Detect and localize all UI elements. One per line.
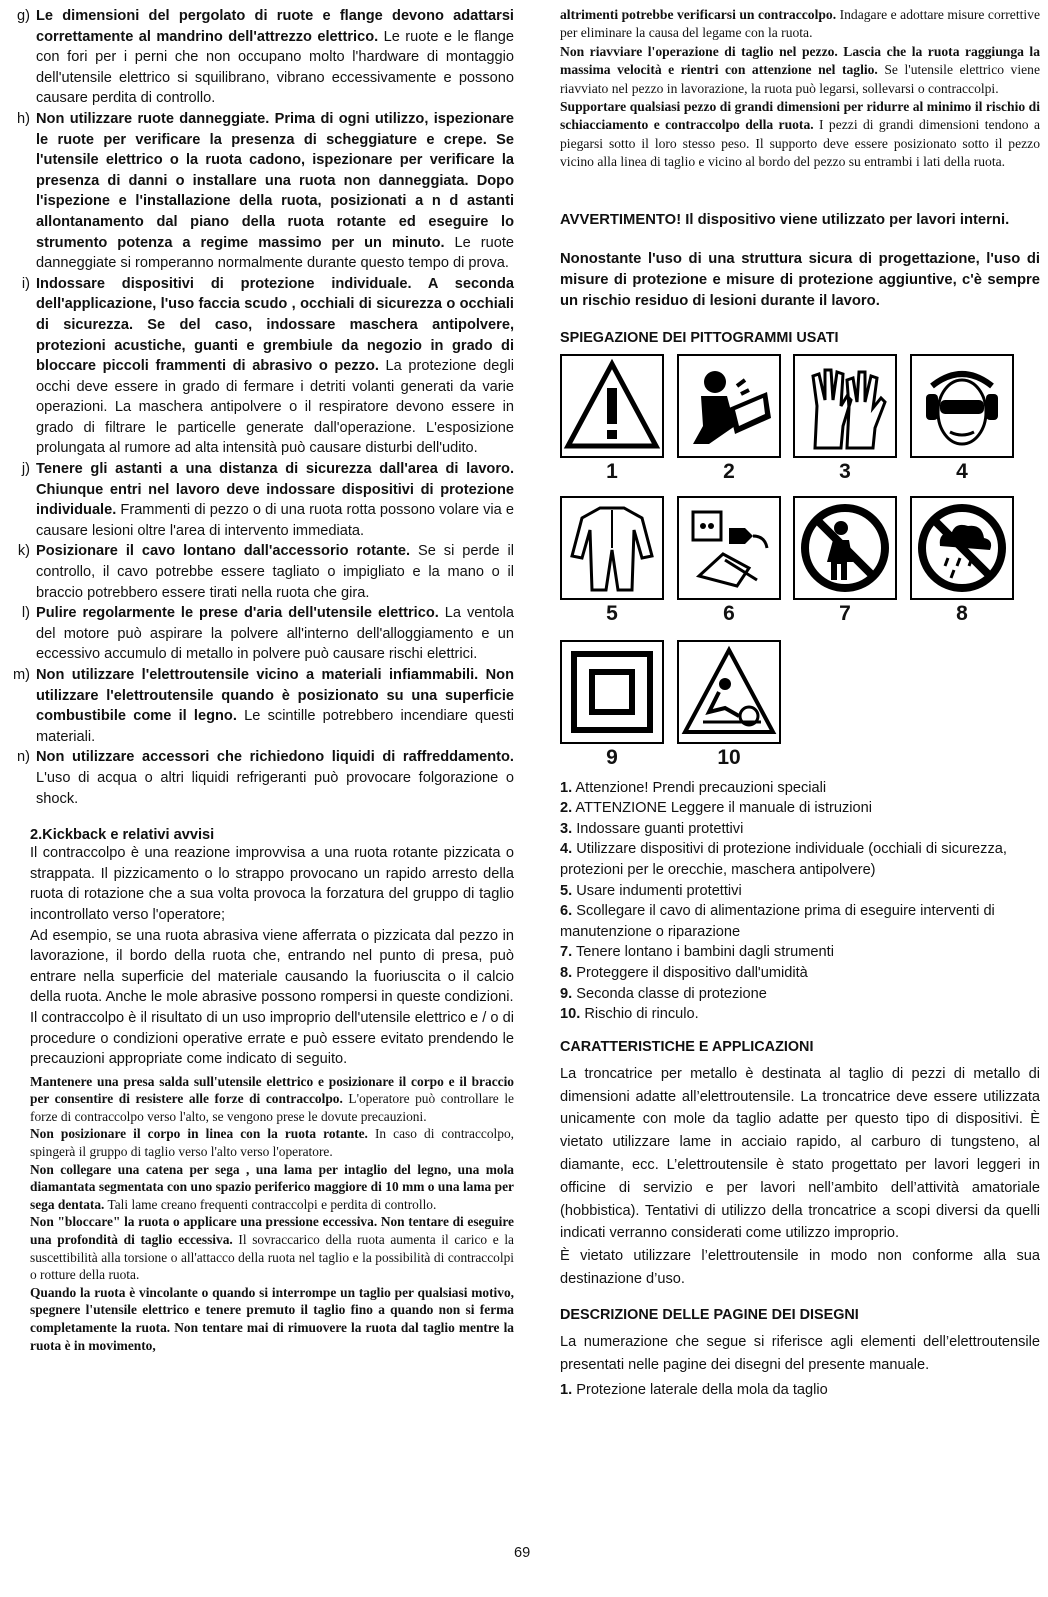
rule-normal: Indagare e adottare misure correttive per eliminare la causa del legame con la ruota.	[560, 7, 1040, 41]
rule-normal: Il sovraccarico della ruota aumenta il carico e la suscettibilità alla torsione o all'attacco della ruota nel taglio e la possibilità di contraccolpi o rotture della ruota.	[30, 1232, 514, 1283]
legend-item	[560, 881, 1040, 902]
item-text	[36, 6, 514, 109]
legend-number: 3.	[560, 820, 573, 837]
rule-bold: Supportare qualsiasi pezzo di grandi dimensioni per ridurre al minimo il rischio di schiacciamento e contraccolpo della ruota.	[560, 99, 1040, 133]
kickback-rule	[560, 6, 1040, 43]
pictogram-number-2: 2	[723, 459, 735, 483]
safety-item	[8, 6, 514, 109]
pictogram-7	[793, 496, 897, 600]
legend-text: Scollegare il cavo di alimentazione prima di eseguire interventi di manutenzione o riparazione	[560, 903, 995, 940]
item-text	[36, 109, 514, 274]
item-normal: Le ruote danneggiate si romperanno normalmente durante questo tempo di prova.	[36, 234, 515, 272]
item-normal: Frammenti di pezzo o di una ruota rotta possono volare via e causare lesioni oltre l'area di intervento immediata.	[36, 502, 514, 539]
item-normal: Se si perde il controllo, il cavo potrebbe essere tagliato o impigliato e la mano o il braccio potrebbero essere tirati nella ruota che gira.	[36, 543, 514, 601]
pictogram-number-9: 9	[606, 745, 618, 769]
legend-item	[560, 839, 1040, 880]
legend-number: 7.	[560, 944, 573, 961]
pictogram-number-8: 8	[956, 601, 968, 625]
rule-bold: altrimenti potrebbe verificarsi un contraccolpo.	[560, 7, 837, 22]
legend-item	[560, 819, 1040, 840]
kickback-rule	[30, 1284, 514, 1354]
legend-number: 2.	[560, 800, 573, 817]
item-bold: Non utilizzare l'elettroutensile vicino a materiali infiammabili. Non utilizzare l'elettroutensile quando è posizionato su una superficie combustibile come il legno.	[36, 667, 514, 725]
safety-items-list	[8, 6, 514, 809]
pictogram-number-5: 5	[606, 601, 618, 625]
drawings-description-text: La numerazione che segue si riferisce agli elementi dell’elettroutensile presentati nelle pagine dei disegni del presente manuale.	[560, 1333, 1040, 1373]
item-text	[36, 603, 514, 665]
rule-normal: Se l'utensile elettrico viene riavviato nel pezzo in lavorazione, la ruota può legarsi, sollevarsi o contraccolpi.	[560, 62, 1040, 96]
legend-item	[560, 901, 1040, 942]
pictogram-1	[560, 354, 664, 458]
safety-item	[8, 274, 514, 459]
drawings-item-number: 1.	[560, 1382, 573, 1399]
item-normal: L'uso di acqua o altri liquidi refrigeranti può provocare folgorazione o shock.	[36, 769, 514, 807]
item-letter: m)	[12, 667, 30, 683]
item-bold: Indossare dispositivi di protezione individuale. A seconda dell'applicazione, l'uso faccia scudo , occhiali di sicurezza o occhiali di sicurezza. Se del caso, indossare maschera antipolvere, protezioni acustiche, guanti e grembiule da negozio in grado di bloccare piccoli frammenti di abrasivo o pezzo.	[36, 275, 514, 375]
safety-item	[8, 747, 514, 809]
legend-item	[560, 984, 1040, 1005]
safety-item	[8, 459, 514, 541]
pictogram-number-10: 10	[717, 745, 741, 769]
item-letter: n)	[17, 749, 30, 766]
kickback-rule	[560, 98, 1040, 172]
legend-text: Proteggere il dispositivo dall'umidità	[572, 965, 808, 981]
kickback-paragraph: Il contraccolpo è il risultato di un uso improprio dell'utensile elettrico e / o di procedure o condizioni operative errate e può essere evitato prendendo le precauzioni appropriate come indicato di seguito.	[30, 1009, 514, 1068]
pictogram-number-4: 4	[956, 459, 968, 483]
left-column	[8, 6, 514, 1354]
pictogram-2	[677, 354, 781, 458]
kickback-rule	[30, 1125, 514, 1160]
safety-item	[8, 541, 514, 603]
keep-children-away-icon	[795, 498, 895, 598]
drawings-item-text: Protezione laterale della mola da taglio	[572, 1382, 828, 1399]
safety-item	[8, 665, 514, 747]
pictogram-8	[910, 496, 1014, 600]
item-letter: i)	[21, 275, 30, 292]
rule-bold: Non riavviare l'operazione di taglio nel pezzo. Lascia che la ruota raggiunga la massima velocità e rientri con attenzione nel taglio.	[560, 43, 1040, 78]
kickback-serif-paragraphs	[8, 1073, 514, 1355]
page-number: 69	[514, 1545, 531, 1561]
item-bold: Tenere gli astanti a una distanza di sicurezza dall'area di lavoro. Chiunque entri nel lavoro deve indossare dispositivi di protezione individuale.	[36, 461, 514, 519]
item-bold: Le dimensioni del pergolato di ruote e flange devono adattarsi correttamente al mandrino dell'attrezzo elettrico.	[36, 8, 514, 45]
legend-text: Tenere lontano i bambini dagli strumenti	[572, 944, 834, 961]
legend-item	[560, 778, 1040, 799]
protect-from-moisture-icon	[912, 498, 1012, 598]
legend-text: Utilizzare dispositivi di protezione individuale (occhiali di sicurezza, protezioni per le orecchie, maschera antipolvere)	[560, 841, 1007, 879]
pictogram-4	[910, 354, 1014, 458]
legend-number: 5.	[560, 882, 573, 899]
legend-text: Usare indumenti protettivi	[572, 882, 742, 899]
rule-bold: Non posizionare il corpo in linea con la ruota rotante.	[30, 1126, 368, 1142]
rule-bold: Mantenere una presa salda sull'utensile elettrico e posizionare il corpo e il braccio per consentire di resistere alle forze di contraccolpo.	[30, 1073, 514, 1107]
read-manual-icon	[679, 356, 779, 456]
item-bold: Pulire regolarmente le prese d'aria dell'utensile elettrico.	[36, 605, 439, 622]
item-text	[36, 459, 514, 541]
item-bold: Posizionare il cavo lontano dall'accessorio rotante.	[36, 543, 411, 560]
kickback-rule	[30, 1073, 514, 1126]
kickback-rule	[30, 1161, 514, 1214]
unplug-icon	[679, 498, 779, 598]
item-normal: La protezione degli occhi deve essere in grado di fermare i detriti volanti generati da varie operazioni. La maschera antipolvere o il respiratore devono essere in grado di filtrare le particelle generate dall'operazione. L'esposizione prolungata al rumore ad alta intensità può causare disturbi dell'udito.	[36, 358, 514, 457]
item-letter: j)	[21, 461, 30, 478]
pictograms-grid	[560, 354, 1040, 772]
item-bold: Non utilizzare ruote danneggiate. Prima di ogni utilizzo, ispezionare le ruote per verificare la presenza di scheggiature e crepe. Se l'utensile elettrico o la ruota cadono, ispezionare per verificare la presenza di danni o installare una ruota non danneggiata. Dopo l'ispezione e l'installazione della ruota, posizionati a n d astanti allontanamento dal piano della ruota rotante ed eseguire lo strumento potenza a regime massimo per un minuto.	[36, 110, 514, 251]
pictogram-number-6: 6	[723, 601, 735, 625]
pictogram-number-3: 3	[839, 459, 851, 483]
legend-text: Indossare guanti protettivi	[572, 820, 744, 837]
safety-item	[8, 109, 514, 274]
item-letter: k)	[17, 543, 30, 560]
warning-indoor: AVVERTIMENTO! Il dispositivo viene utilizzato per lavori interni.	[560, 211, 1010, 228]
pictogram-number-7: 7	[839, 601, 851, 625]
legend-number: 6.	[560, 903, 573, 920]
rule-normal: Tali lame creano frequenti contraccolpi e perdita di controllo.	[104, 1196, 437, 1212]
item-normal: Le scintille potrebbero incendiare questi materiali.	[36, 708, 515, 745]
legend-text: Seconda classe di protezione	[572, 985, 767, 1002]
legend-number: 4.	[560, 841, 573, 858]
item-bold: Non utilizzare accessori che richiedono liquidi di raffreddamento.	[36, 749, 514, 766]
pictogram-3	[793, 354, 897, 458]
kickback-paragraphs	[8, 843, 514, 1070]
legend-item	[560, 942, 1040, 963]
class-ii-icon	[562, 642, 662, 742]
legend-number: 8.	[560, 965, 573, 981]
legend-text: Attenzione! Prendi precauzioni speciali	[572, 779, 827, 796]
kickback-paragraph: Ad esempio, se una ruota abrasiva viene afferrata o pizzicata dal pezzo in lavorazione, il bordo della ruota che, entrando nel punto di presa, può entrare nella superficie del materiale causando la fuoriuscita o il calcio della ruota. Anche le mole abrasive possono rompersi in queste condizioni.	[30, 927, 514, 1006]
warning-residual-risk: Nonostante l'uso di una struttura sicura di progettazione, l'uso di misure di protezione e misure di protezione aggiuntive, c'è sempre un rischio residuo di lesioni durante il lavoro.	[560, 250, 1040, 309]
safety-item	[8, 603, 514, 665]
gloves-icon	[795, 356, 895, 456]
legend-item	[560, 798, 1040, 819]
face-protection-icon	[912, 356, 1012, 456]
pictogram-9	[560, 640, 664, 744]
warning-triangle-icon	[562, 356, 662, 456]
pictogram-number-1: 1	[606, 459, 618, 483]
item-letter: h)	[17, 110, 30, 127]
rule-normal: In caso di contraccolpo, spingerà il gruppo di taglio verso l'alto verso l'operatore.	[30, 1126, 514, 1160]
item-letter: l)	[21, 605, 30, 622]
item-text	[36, 274, 514, 459]
item-text	[36, 747, 514, 809]
rule-bold: Non collegare una catena per sega , una lama per intaglio del legno, una mola diamantata segmentata con uno spazio periferico maggiore di 10 mm o una lama per sega dentata.	[30, 1161, 514, 1212]
legend-item	[560, 1004, 1040, 1025]
right-serif-paragraphs	[560, 6, 1040, 172]
kickback-heading: 2.Kickback e relativi avvisi	[30, 827, 215, 844]
rule-bold: Non "bloccare" la ruota o applicare una pressione eccessiva. Non tentare di eseguire una profondità di taglio eccessiva.	[30, 1214, 514, 1248]
legend-number: 1.	[560, 779, 573, 796]
rule-normal: I pezzi di grandi dimensioni tendono a piegarsi sotto il loro stesso peso. Il supporto deve essere posizionato sotto il pezzo vicino alla linea di taglio e vicino al bordo del pezzo su entrambi i lati della ruota.	[560, 117, 1040, 170]
legend-number: 9.	[560, 985, 573, 1002]
rule-bold: Quando la ruota è vincolante o quando si interrompe un taglio per qualsiasi motivo, spegnere l'utensile elettrico e tenere premuto il taglio fino a quando non si ferma completamente la ruota. Non tentare mai di rimuovere la ruota dal taglio mentre la ruota è in movimento,	[30, 1284, 514, 1353]
drawings-item-1	[560, 1380, 1040, 1401]
kickback-risk-icon	[679, 642, 779, 742]
item-normal: Le ruote e le flange con fori per i perni che non occupano molto l'hardware di montaggio dell'utensile elettrico si squilibrano, vibrano eccessivamente e possono causare perdita di controllo.	[36, 28, 514, 107]
item-normal: La ventola del motore può aspirare la polvere all'interno dell'alloggiamento e un eccessivo accumulo di metallo in polvere può causare rischi elettrici.	[36, 605, 514, 663]
right-column	[560, 6, 1040, 1401]
legend-number: 10.	[560, 1006, 581, 1023]
legend-item	[560, 963, 1040, 984]
characteristics-paragraph: La troncatrice per metallo è destinata al taglio di pezzi di metallo di dimensioni adatte all’elettroutensile. La troncatrice deve essere utilizzata unicamente con mole da taglio adatte per questo tipo di dispositivi. È vietato utilizzare lame in acciaio rapido, al carburo di tungsteno, al diamante, ecc. L’elettroutensile è stato progettato per lavori leggeri in officine di servizio e per lavori nell’ambito dell’attività amatoriale (hobbistica). Tentativi di utilizzo della troncatrice a scopi diversi da quelli indicati verranno considerati come utilizzo improprio.	[560, 1065, 1040, 1242]
item-text	[36, 665, 514, 747]
pictogram-legend	[560, 778, 1040, 1025]
protective-clothing-icon	[562, 498, 662, 598]
drawings-description-heading: DESCRIZIONE DELLE PAGINE DEI DISEGNI	[560, 1306, 859, 1323]
legend-text: Rischio di rinculo.	[580, 1006, 699, 1023]
kickback-rule	[560, 43, 1040, 98]
pictograms-heading: SPIEGAZIONE DEI PITTOGRAMMI USATI	[560, 329, 839, 346]
characteristics-paragraph: È vietato utilizzare l’elettroutensile in modo non conforme alla sua destinazione d’uso.	[560, 1248, 1040, 1287]
item-letter: g)	[17, 8, 30, 24]
kickback-rule	[30, 1213, 514, 1283]
item-text	[36, 541, 514, 603]
pictogram-6	[677, 496, 781, 600]
legend-text: ATTENZIONE Leggere il manuale di istruzioni	[572, 800, 873, 817]
rule-normal: L'operatore può controllare le forze di contraccolpo verso l'alto, se vengono prese le dovute precauzioni.	[30, 1091, 514, 1124]
characteristics-paragraphs	[560, 1063, 1040, 1291]
pictogram-10	[677, 640, 781, 744]
kickback-paragraph: Il contraccolpo è una reazione improvvisa a una ruota rotante pizzicata o strappata. Il pizzicamento o lo strappo provocano un rapido arresto della ruota di rotazione che a sua volta provoca la forzatura del gruppo di taglio incontrollato verso l'operatore;	[30, 845, 514, 923]
pictogram-5	[560, 496, 664, 600]
characteristics-heading: CARATTERISTICHE E APPLICAZIONI	[560, 1038, 814, 1055]
